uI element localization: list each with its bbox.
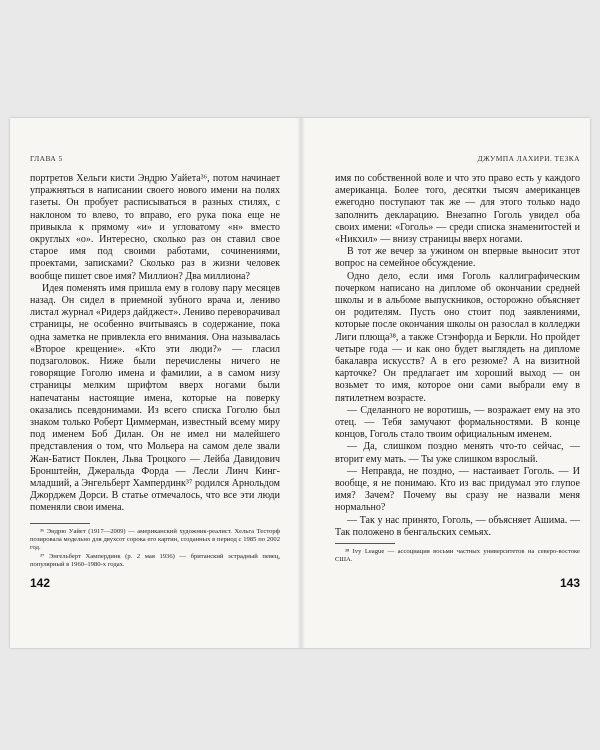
- paragraph: имя по собственной воле и что это право есть у каждого американца. Более того, десятки тысяч американцев ежегодно поступают так же — для этого только надо заполнить декларацию. Внезапно Гоголь увидел оба своих имени: «Гоголь» — среди списка знаменитостей и «Никхил» — внизу страницы вверх ногами.: [335, 173, 580, 246]
- book-spread: [10, 118, 590, 648]
- footnote: ³⁷ Энгельберт Хампердинк (р. 2 мая 1936) — британский эстрадный певец, популярный в 1960–1980-х годах.: [30, 553, 280, 568]
- dialog-line: — Так у нас принято, Гоголь, — объясняет Ашима. — Так положено в бенгальских семьях.: [335, 514, 580, 538]
- book-gutter: [297, 118, 305, 648]
- running-head-right: ДЖУМПА ЛАХИРИ. ТЕЗКА: [477, 154, 580, 163]
- dialog-line: — Да, слишком поздно менять что-то сейчас, — вторит ему мать. — Ты уже слишком взрослый.: [335, 441, 580, 465]
- paragraph: Идея поменять имя пришла ему в голову пару месяцев назад. Он сидел в приемной зубного врача и, лениво листал журнал «Ридерз дайджест». Лениво переворачивал страницы, не особенно вчитываясь в содержание, пока одна заметка не привлекла его внимания. Она называлась «Второе крещение». «Кто эти люди?» — гласил подзаголовок. Ниже были перечислены ничего не говорящие Гоголю имена и фамилии, а в самом низу страницы мелким шрифтом вверх ногами были напечатаны настоящие имена, которые на поверку оказались псевдонимами. Из всего списка Гоголю был знаком только Роберт Циммерман, известный всему миру под именем Боб Дилан. Он не имел ни малейшего представления о том, что Мольера на самом деле звали Жан-Батист Поклен, Льва Троцкого — Лейба Давидович Бронштейн, Джеральда Форда — Лесли Линч Кинг-младший, а Энгельберт Хампердинк³⁷ родился Арнольдом Джорджем Дорси. В статье отмечалось, что все эти люди поменяли свои имена.: [30, 282, 280, 514]
- running-head-left: ГЛАВА 5: [30, 154, 63, 163]
- page-number-left: 142: [30, 576, 51, 590]
- right-page: [335, 118, 580, 648]
- dialog-line: — Неправда, не поздно, — настаивает Гоголь. — И вообще, я не понимаю. Кто из вас придумал это глупое имя? Зачем? Почему вы сразу не назвали меня нормально?: [335, 465, 580, 514]
- paragraph: Одно дело, если имя Гоголь каллиграфическим почерком написано на дипломе об окончании средней школы и в альбоме выпускников, осторожно объясняет он родителям. Пусть оно стоит под заявлениями, которые после окончания школы он разослал в колледжи Лиги плюща³⁸, а также Стэнфорда и Беркли. Но пройдет четыре года — и как оно будет выглядеть на дипломе бакалавра искусств? А в его резюме? А на визитной карточке? Он предлагает им хороший выход — он возьмет то имя, которое они сами выбрали ему в пятилетнем возрасте.: [335, 270, 580, 404]
- page-number-right: 143: [559, 576, 580, 590]
- left-page: [30, 118, 280, 648]
- paragraph: В тот же вечер за ужином он впервые выносит этот вопрос на семейное обсуждение.: [335, 246, 580, 270]
- footnote: ³⁶ Эндрю Уайет (1917—2009) — американский художник-реалист. Хельга Тесторф позировала модельно для двухсот сорока его картин, созданных в период с 1985 по 2002 год.: [30, 528, 280, 551]
- right-footnotes: [335, 548, 580, 565]
- footnote-rule-left: [30, 523, 90, 524]
- dialog-line: — Сделанного не воротишь, — возражает ему на это отец. — Тебя замучают формальностями. В конце концов, Гоголь стало твоим официальным именем.: [335, 404, 580, 441]
- left-body-text: [30, 173, 280, 515]
- paragraph: портретов Хельги кисти Эндрю Уайета³⁶, потом начинает упражняться в написании своего нового имени на полях газеты. Он пробует расписываться в разных стилях, с наклоном то влево, то вправо, его рука пока еще не привыкла к прямому «и» и угловатому «н» вместо округлых «о». Интересно, сколько раз он ставил свое старое имя под своими работами, сочинениями, проектами, записками? Сколько раз в жизни человек вообще пишет свое имя? Миллион? Два миллиона?: [30, 173, 280, 282]
- footnote: ³⁸ Ivy League — ассоциация восьми частных университетов на северо-востоке США.: [335, 548, 580, 563]
- left-footnotes: [30, 528, 280, 570]
- footnote-rule-right: [335, 543, 395, 544]
- right-body-text: [335, 173, 580, 539]
